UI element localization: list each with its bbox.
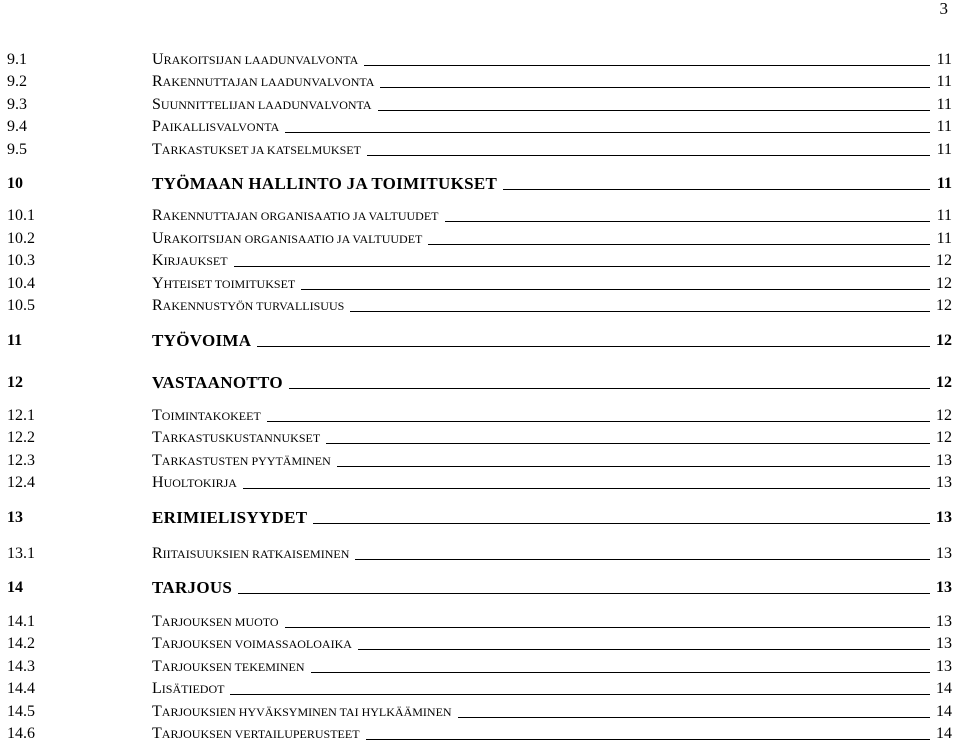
toc-entry-title: TARJOUS bbox=[152, 578, 233, 597]
toc-entry-number: 13.1 bbox=[7, 545, 35, 562]
toc-entry-number: 12.4 bbox=[7, 474, 35, 491]
toc-entry[interactable] bbox=[0, 673, 960, 697]
toc-leader-line bbox=[285, 132, 930, 133]
toc-entry-page: 14 bbox=[936, 725, 952, 742]
toc-entry[interactable] bbox=[0, 502, 960, 526]
toc-leader-line bbox=[230, 694, 930, 695]
toc-entry-number: 12 bbox=[7, 374, 23, 391]
toc-entry-title: RIITAISUUKSIEN RATKAISEMINEN bbox=[152, 545, 350, 562]
toc-entry-page: 12 bbox=[936, 407, 952, 424]
toc-entry[interactable] bbox=[0, 168, 960, 192]
toc-entry-page: 14 bbox=[936, 680, 952, 697]
toc-entry-page: 11 bbox=[936, 207, 952, 224]
toc-entry-number: 14.2 bbox=[7, 635, 35, 652]
toc-entry-page: 13 bbox=[936, 474, 952, 491]
toc-entry-title: URAKOITSIJAN LAADUNVALVONTA bbox=[152, 51, 359, 68]
toc-entry[interactable] bbox=[0, 290, 960, 314]
toc-entry[interactable] bbox=[0, 367, 960, 391]
toc-entry-title: TARJOUKSEN VERTAILUPERUSTEET bbox=[152, 725, 360, 742]
toc-entry[interactable] bbox=[0, 325, 960, 349]
toc-entry-number: 14 bbox=[7, 579, 23, 596]
toc-entry-number: 13 bbox=[7, 509, 23, 526]
toc-entry-title: TYÖVOIMA bbox=[152, 331, 252, 350]
toc-entry[interactable] bbox=[0, 422, 960, 446]
toc-entry-number: 9.4 bbox=[7, 118, 27, 135]
toc-entry-title: TOIMINTAKOKEET bbox=[152, 407, 261, 424]
toc-entry[interactable] bbox=[0, 134, 960, 158]
toc-entry-number: 9.1 bbox=[7, 51, 27, 68]
toc-entry[interactable] bbox=[0, 445, 960, 469]
toc-entry-number: 10.3 bbox=[7, 252, 35, 269]
toc-entry-page: 12 bbox=[936, 332, 952, 349]
toc-entry[interactable] bbox=[0, 467, 960, 491]
toc-leader-line bbox=[367, 155, 930, 156]
toc-entry-page: 11 bbox=[936, 118, 952, 135]
toc-entry-number: 12.2 bbox=[7, 429, 35, 446]
toc-entry-title: TARJOUKSEN VOIMASSAOLOAIKA bbox=[152, 635, 352, 652]
toc-entry-page: 13 bbox=[936, 635, 952, 652]
toc-entry-title: TARJOUKSIEN HYVÄKSYMINEN TAI HYLKÄÄMINEN bbox=[152, 703, 452, 720]
toc-entry-page: 11 bbox=[936, 73, 952, 90]
toc-entry[interactable] bbox=[0, 44, 960, 68]
toc-entry[interactable] bbox=[0, 538, 960, 562]
toc-entry[interactable] bbox=[0, 696, 960, 720]
toc-entry-page: 13 bbox=[936, 452, 952, 469]
toc-leader-line bbox=[366, 739, 930, 740]
toc-entry-title: URAKOITSIJAN ORGANISAATIO JA VALTUUDET bbox=[152, 230, 423, 247]
toc-entry-title: TYÖMAAN HALLINTO JA TOIMITUKSET bbox=[152, 174, 498, 193]
toc-leader-line bbox=[238, 593, 930, 594]
toc-entry-page: 13 bbox=[936, 658, 952, 675]
toc-entry-page: 12 bbox=[936, 374, 952, 391]
toc-entry-page: 12 bbox=[936, 429, 952, 446]
toc-entry-title: TARKASTUSKUSTANNUKSET bbox=[152, 429, 321, 446]
toc-entry-title: TARKASTUSTEN PYYTÄMINEN bbox=[152, 452, 331, 469]
toc-entry[interactable] bbox=[0, 223, 960, 247]
toc-entry-number: 10.1 bbox=[7, 207, 35, 224]
toc-entry-page: 13 bbox=[936, 613, 952, 630]
toc-entry-title: RAKENNUTTAJAN ORGANISAATIO JA VALTUUDET bbox=[152, 207, 439, 224]
toc-entry-page: 11 bbox=[936, 141, 952, 158]
toc-leader-line bbox=[243, 488, 930, 489]
toc-entry[interactable] bbox=[0, 718, 960, 742]
toc-entry-title: TARJOUKSEN TEKEMINEN bbox=[152, 658, 305, 675]
toc-entry-title: HUOLTOKIRJA bbox=[152, 474, 237, 491]
toc-entry-title: TARKASTUKSET JA KATSELMUKSET bbox=[152, 141, 361, 158]
toc-entry[interactable] bbox=[0, 111, 960, 135]
toc-leader-line bbox=[503, 189, 930, 190]
page-number: 3 bbox=[939, 0, 948, 18]
toc-entry-title: PAIKALLISVALVONTA bbox=[152, 118, 280, 135]
toc-leader-line bbox=[350, 311, 930, 312]
toc-entry[interactable] bbox=[0, 89, 960, 113]
toc-entry-title: KIRJAUKSET bbox=[152, 252, 228, 269]
toc-leader-line bbox=[257, 346, 930, 347]
toc-entry[interactable] bbox=[0, 606, 960, 630]
toc-entry-title: YHTEISET TOIMITUKSET bbox=[152, 275, 296, 292]
toc-entry[interactable] bbox=[0, 66, 960, 90]
toc-entry-number: 10.2 bbox=[7, 230, 35, 247]
toc-entry-page: 11 bbox=[936, 175, 952, 192]
toc-entry[interactable] bbox=[0, 200, 960, 224]
toc-entry-number: 14.6 bbox=[7, 725, 35, 742]
toc-leader-line bbox=[313, 523, 930, 524]
toc-entry-number: 9.5 bbox=[7, 141, 27, 158]
toc-entry[interactable] bbox=[0, 651, 960, 675]
toc-leader-line bbox=[355, 559, 930, 560]
toc-entry-number: 10.5 bbox=[7, 297, 35, 314]
toc-entry-title: ERIMIELISYYDET bbox=[152, 508, 308, 527]
toc-entry-number: 9.2 bbox=[7, 73, 27, 90]
toc-entry-page: 13 bbox=[936, 509, 952, 526]
toc-entry-number: 9.3 bbox=[7, 96, 27, 113]
toc-entry-page: 11 bbox=[936, 96, 952, 113]
toc-entry[interactable] bbox=[0, 400, 960, 424]
toc-leader-line bbox=[234, 266, 930, 267]
toc-entry-title: VASTAANOTTO bbox=[152, 373, 283, 392]
toc-entry-number: 12.1 bbox=[7, 407, 35, 424]
toc-entry-page: 11 bbox=[936, 51, 952, 68]
toc-leader-line bbox=[380, 87, 930, 88]
toc-entry-page: 12 bbox=[936, 252, 952, 269]
toc-entry-page: 12 bbox=[936, 297, 952, 314]
toc-entry-page: 12 bbox=[936, 275, 952, 292]
toc-entry-page: 14 bbox=[936, 703, 952, 720]
toc-entry-page: 11 bbox=[936, 230, 952, 247]
toc-entry[interactable] bbox=[0, 245, 960, 269]
toc-leader-line bbox=[289, 388, 930, 389]
toc-entry-page: 13 bbox=[936, 545, 952, 562]
toc-entry-page: 13 bbox=[936, 579, 952, 596]
toc-leader-line bbox=[358, 649, 930, 650]
toc-entry-number: 14.1 bbox=[7, 613, 35, 630]
toc-entry-number: 11 bbox=[7, 332, 23, 349]
toc-entry-number: 14.5 bbox=[7, 703, 35, 720]
toc-entry-title: LISÄTIEDOT bbox=[152, 680, 225, 697]
toc-entry-number: 10 bbox=[7, 175, 23, 192]
toc-entry-number: 14.3 bbox=[7, 658, 35, 675]
toc-entry[interactable] bbox=[0, 268, 960, 292]
toc-entry-title: RAKENNUSTYÖN TURVALLISUUS bbox=[152, 297, 345, 314]
toc-entry[interactable] bbox=[0, 572, 960, 596]
toc-leader-line bbox=[326, 443, 930, 444]
toc-entry-title: RAKENNUTTAJAN LAADUNVALVONTA bbox=[152, 73, 375, 90]
toc-entry-number: 10.4 bbox=[7, 275, 35, 292]
toc-entry-number: 14.4 bbox=[7, 680, 35, 697]
toc-entry-title: TARJOUKSEN MUOTO bbox=[152, 613, 279, 630]
toc-entry-number: 12.3 bbox=[7, 452, 35, 469]
toc-leader-line bbox=[445, 221, 931, 222]
toc-entry[interactable] bbox=[0, 628, 960, 652]
toc-entry-title: SUUNNITTELIJAN LAADUNVALVONTA bbox=[152, 96, 372, 113]
